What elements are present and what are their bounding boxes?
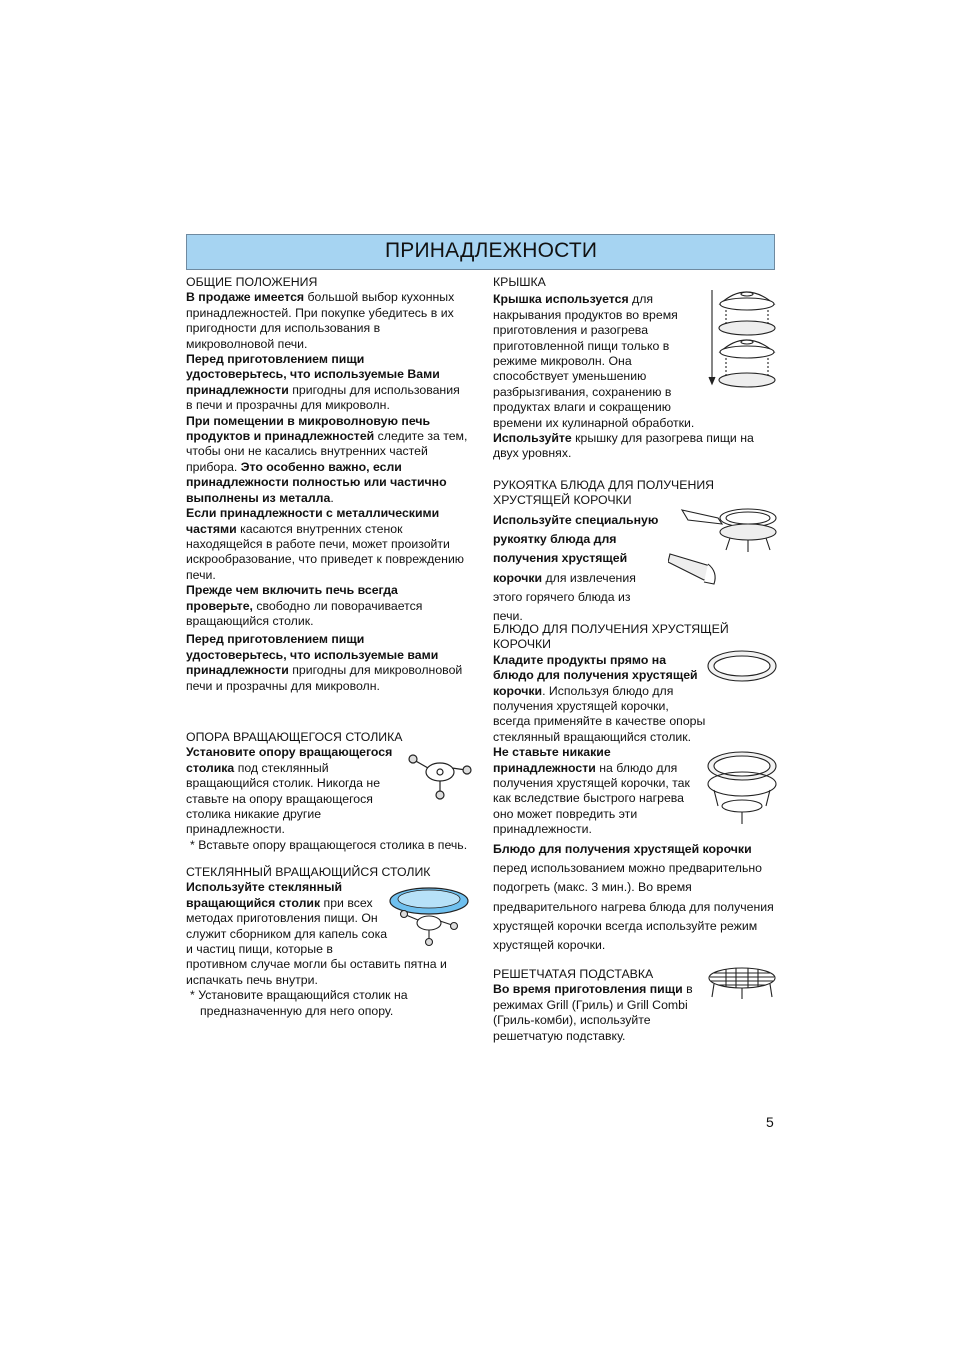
rack-heading: РЕШЕТЧАТАЯ ПОДСТАВКА (493, 967, 654, 981)
crisp-p1: Кладите продукты прямо на блюдо для получения хрустящей корочки. Используя блюдо для получения хрустящей корочки, всегда применяйте в качестве опоры стеклянный вращающийся столик. (493, 652, 706, 744)
general-heading: ОБЩИЕ ПОЛОЖЕНИЯ (186, 275, 318, 289)
glass-heading: СТЕКЛЯННЫЙ ВРАЩАЮЩИЙСЯ СТОЛИК (186, 865, 431, 879)
handle-p1: Используйте специальную рукоятку блюда для получения хрустящей корочки для извлечения этого горячего блюда из печи. (493, 512, 659, 624)
general-p2: Перед приготовлением пищи удостоверьтесь, что используемые Вами принадлежности пригодны для использования в печи и прозрачны для микроволн. (186, 352, 460, 413)
cover-p1: Крышка используется для накрывания продуктов во время приготовления и разогрева приготовленной пищи только в режиме микроволн. Она способствует уменьшению разбрызгивания, сохранению в продуктах влаги и сокращению времени их кулинарной обработки. (493, 292, 695, 430)
general-p6: Перед приготовлением пищи удостоверьтесь, что используемые вами принадлежности пригодны для микроволновой печи и прозрачны для микроволн. (186, 632, 463, 693)
crisp-p2: Не ставьте никакие принадлежности на блюдо для получения хрустящей корочки, так как вследствие быстрого нагрева оно может повредить эти принадлежности. (493, 745, 690, 837)
title-banner (186, 234, 775, 270)
grill-rack-icon (706, 966, 778, 1000)
page-number: 5 (766, 1114, 774, 1130)
general-p5: Прежде чем включить печь всегда проверьте, свободно ли поворачивается вращающийся столик. (186, 583, 423, 628)
page-title: ПРИНАДЛЕЖНОСТИ (385, 239, 598, 262)
cover-heading: КРЫШКА (493, 275, 546, 289)
crisp-plate-icon (704, 648, 780, 828)
rack-p1: Во время приготовления пищи в режимах Grill (Гриль) и Grill Combi (Гриль-комби), используйте решетчатую подставку. (493, 982, 693, 1043)
cover-icon (706, 280, 780, 400)
support-p1: Установите опору вращающегося столика под стеклянный вращающийся столик. Никогда не ставьте на опору вращающегося столика никакие другие принадлежности. (186, 745, 393, 837)
crisp-p3: Блюдо для получения хрустящей корочки перед использованием можно предварительно подогреть (макс. 3 мин.). Во время предварительного нагрева блюда для получения хрустящей корочки всегда используйте режим хрустящей корочки. (493, 841, 774, 953)
general-p3: При помещении в микроволновую печь продуктов и принадлежностей следите за тем, чтобы они не касались внутренних частей прибора. Это особенно важно, если принадлежности полностью или частично выполнены из металла. (186, 413, 468, 505)
cover-p2: Используйте крышку для разогрева пищи на двух уровнях. (493, 431, 754, 461)
section-general (186, 275, 468, 694)
glass-p1: Используйте стеклянный вращающийся столик при всех методах приготовления пищи. Он служит сборником для капель сока и частиц пищи, которые в противном случае могли бы оставить пятна и испачкать печь внутри. (186, 880, 447, 987)
handle-heading: РУКОЯТКА БЛЮДА ДЛЯ ПОЛУЧЕНИЯ ХРУСТЯЩЕЙ КОРОЧКИ (493, 478, 715, 508)
glass-turntable-icon (388, 885, 470, 947)
support-note: * Вставьте опору вращающегося столика в печь. (190, 837, 468, 852)
crisp-handle-icon (668, 500, 780, 600)
general-p4: Если принадлежности с металлическими частями касаются внутренних стенок находящейся в работе печи, может произойти искрообразование, что приведет к повреждению печи. (186, 506, 465, 582)
support-heading: ОПОРА ВРАЩАЮЩЕГОСЯ СТОЛИКА (186, 730, 403, 744)
glass-note: * Установите вращающийся столик на предназначенную для него опору. (190, 988, 408, 1018)
crisp-heading: БЛЮДО ДЛЯ ПОЛУЧЕНИЯ ХРУСТЯЩЕЙ КОРОЧКИ (493, 622, 729, 652)
general-p1: В продаже имеется большой выбор кухонных принадлежностей. При покупке убедитесь в их пригодности для использования в микроволновой печи. (186, 290, 455, 351)
turntable-support-icon (408, 742, 472, 804)
